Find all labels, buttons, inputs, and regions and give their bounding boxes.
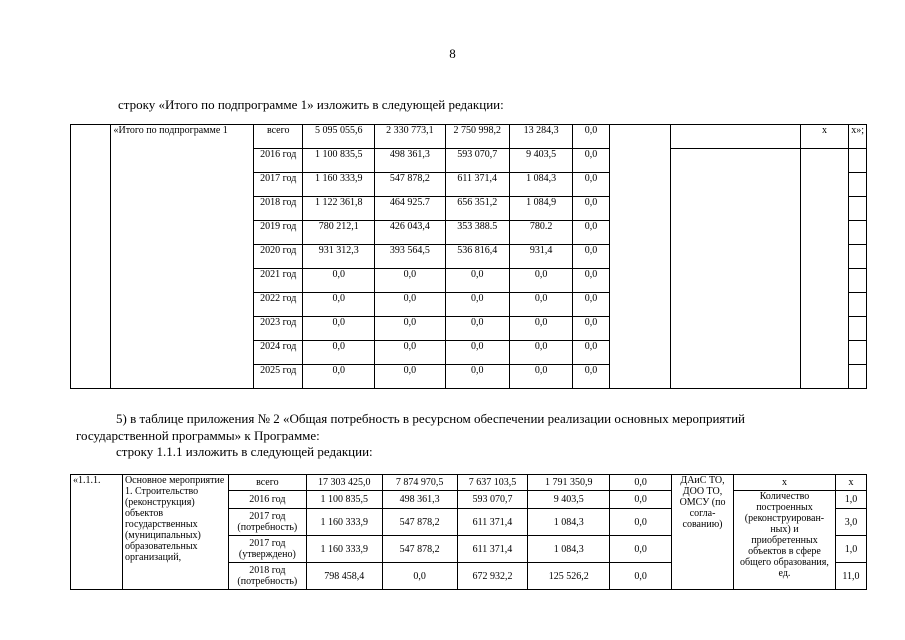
period-cell: 2024 год — [254, 341, 303, 365]
value-cell: 0,0 — [573, 317, 609, 341]
indicator-value: 1,0 — [835, 536, 866, 563]
period-cell: всего — [254, 125, 303, 149]
page-number: 8 — [449, 46, 456, 61]
period-cell: 2017 год (утверждено) — [228, 536, 306, 563]
value-cell: 0,0 — [445, 317, 509, 341]
value-cell: 0,0 — [610, 491, 672, 509]
value-cell: 0,0 — [509, 293, 572, 317]
period-cell: 2017 год (потребность) — [228, 509, 306, 536]
value-cell: 547 878,2 — [375, 173, 445, 197]
indicator-value: 1,0 — [835, 491, 866, 509]
indicator-cell: х — [800, 125, 848, 149]
empty-cell — [71, 125, 111, 389]
indicator-value: 11,0 — [835, 563, 866, 590]
value-cell: 5 095 055,6 — [303, 125, 375, 149]
value-cell: 1 160 333,9 — [306, 536, 382, 563]
value-cell: 0,0 — [610, 563, 672, 590]
value-cell: 536 816,4 — [445, 245, 509, 269]
value-cell: 7 637 103,5 — [457, 475, 528, 491]
value-cell: 0,0 — [573, 293, 609, 317]
value-cell: 2 330 773,1 — [375, 125, 445, 149]
empty-cell — [609, 125, 671, 389]
value-cell: 1 084,3 — [528, 536, 610, 563]
period-cell: 2016 год — [254, 149, 303, 173]
empty-cell — [849, 293, 867, 317]
value-cell: 17 303 425,0 — [306, 475, 382, 491]
value-cell: 7 874 970,5 — [382, 475, 457, 491]
indicator-cell: х — [734, 475, 836, 491]
value-cell: 0,0 — [303, 317, 375, 341]
value-cell: 0,0 — [509, 365, 572, 389]
value-cell: 611 371,4 — [457, 536, 528, 563]
value-cell: 9 403,5 — [528, 491, 610, 509]
value-cell: 780 212,1 — [303, 221, 375, 245]
table-row — [71, 125, 867, 149]
measure-number: «1.1.1. — [71, 475, 123, 590]
value-cell: 0,0 — [375, 269, 445, 293]
value-cell: 593 070,7 — [457, 491, 528, 509]
value-cell: 0,0 — [509, 341, 572, 365]
value-cell: 0,0 — [303, 341, 375, 365]
table-row — [71, 475, 867, 491]
value-cell: 931 312,3 — [303, 245, 375, 269]
value-cell: 0,0 — [573, 173, 609, 197]
indicator-cell: Количество построенных (реконструирован-ных) и приобретенных объектов в сфере общего образования, ед. — [734, 491, 836, 590]
value-cell: 498 361,3 — [375, 149, 445, 173]
empty-cell — [849, 269, 867, 293]
value-cell: 498 361,3 — [382, 491, 457, 509]
value-cell: 0,0 — [573, 269, 609, 293]
value-cell: 0,0 — [573, 365, 609, 389]
period-cell: 2020 год — [254, 245, 303, 269]
value-cell: 1 084,3 — [528, 509, 610, 536]
period-cell: 2021 год — [254, 269, 303, 293]
empty-cell — [849, 245, 867, 269]
value-cell: 1 084,3 — [509, 173, 572, 197]
value-cell: 672 932,2 — [457, 563, 528, 590]
value-cell: 0,0 — [573, 245, 609, 269]
empty-cell — [671, 125, 801, 149]
period-cell: 2019 год — [254, 221, 303, 245]
value-cell: 0,0 — [445, 365, 509, 389]
executor-cell: ДАиС ТО, ДОО ТО, ОМСУ (по согла-сованию) — [672, 475, 734, 590]
value-cell: 798 458,4 — [306, 563, 382, 590]
empty-cell — [849, 317, 867, 341]
value-cell: 611 371,4 — [457, 509, 528, 536]
value-cell: 1 100 835,5 — [303, 149, 375, 173]
value-cell: 611 371,4 — [445, 173, 509, 197]
value-cell: 593 070,7 — [445, 149, 509, 173]
value-cell: 0,0 — [303, 293, 375, 317]
value-cell: 0,0 — [445, 269, 509, 293]
value-cell: 931,4 — [509, 245, 572, 269]
value-cell: 0,0 — [509, 317, 572, 341]
value-cell: 1 084,9 — [509, 197, 572, 221]
value-cell: 547 878,2 — [382, 509, 457, 536]
value-cell: 0,0 — [610, 536, 672, 563]
value-cell: 0,0 — [303, 269, 375, 293]
value-cell: 464 925.7 — [375, 197, 445, 221]
value-cell: х»; — [849, 125, 867, 149]
period-cell: 2017 год — [254, 173, 303, 197]
paragraph-row-1-1-1: строку 1.1.1 изложить в следующей редакции: — [116, 444, 373, 459]
value-cell: 0,0 — [573, 149, 609, 173]
value-cell: 0,0 — [375, 365, 445, 389]
empty-cell — [849, 197, 867, 221]
period-cell: 2023 год — [254, 317, 303, 341]
value-cell: 393 564,5 — [375, 245, 445, 269]
value-cell: 1 791 350,9 — [528, 475, 610, 491]
empty-cell — [849, 365, 867, 389]
value-cell: 0,0 — [610, 475, 672, 491]
value-cell: 1 160 333,9 — [303, 173, 375, 197]
subprogram-label: «Итого по подпрограмме 1 — [111, 125, 254, 389]
period-cell: 2025 год — [254, 365, 303, 389]
value-cell: 547 878,2 — [382, 536, 457, 563]
empty-cell — [849, 341, 867, 365]
value-cell: 1 160 333,9 — [306, 509, 382, 536]
value-cell: 0,0 — [375, 317, 445, 341]
empty-cell — [800, 149, 848, 389]
paragraph-item-5-line2: государственной программы» к Программе: — [76, 428, 320, 443]
value-cell: 426 043,4 — [375, 221, 445, 245]
period-cell: 2018 год — [254, 197, 303, 221]
value-cell: 0,0 — [375, 293, 445, 317]
empty-cell — [671, 149, 801, 389]
value-cell: 125 526,2 — [528, 563, 610, 590]
indicator-value: 3,0 — [835, 509, 866, 536]
value-cell: 353 388.5 — [445, 221, 509, 245]
indicator-value: х — [835, 475, 866, 491]
period-cell: 2016 год — [228, 491, 306, 509]
value-cell: 0,0 — [303, 365, 375, 389]
value-cell: 0,0 — [610, 509, 672, 536]
value-cell: 780.2 — [509, 221, 572, 245]
value-cell: 0,0 — [509, 269, 572, 293]
value-cell: 0,0 — [573, 125, 609, 149]
value-cell: 2 750 998,2 — [445, 125, 509, 149]
period-cell: всего — [228, 475, 306, 491]
value-cell: 0,0 — [375, 341, 445, 365]
value-cell: 9 403,5 — [509, 149, 572, 173]
value-cell: 0,0 — [573, 341, 609, 365]
value-cell: 0,0 — [573, 221, 609, 245]
period-cell: 2022 год — [254, 293, 303, 317]
value-cell: 0,0 — [382, 563, 457, 590]
value-cell: 0,0 — [445, 341, 509, 365]
value-cell: 0,0 — [573, 197, 609, 221]
paragraph-intro: строку «Итого по подпрограмме 1» изложить в следующей редакции: — [118, 97, 504, 112]
value-cell: 0,0 — [445, 293, 509, 317]
value-cell: 1 122 361,8 — [303, 197, 375, 221]
subprogram-total-table — [70, 124, 867, 389]
value-cell: 13 284,3 — [509, 125, 572, 149]
measure-1-1-1-table — [70, 474, 867, 590]
period-cell: 2018 год (потребность) — [228, 563, 306, 590]
paragraph-item-5-line1: 5) в таблице приложения № 2 «Общая потребность в ресурсном обеспечении реализации основных мероприятий — [116, 411, 746, 426]
empty-cell — [849, 173, 867, 197]
empty-cell — [849, 149, 867, 173]
value-cell: 656 351,2 — [445, 197, 509, 221]
value-cell: 1 100 835,5 — [306, 491, 382, 509]
measure-name: Основное мероприятие 1. Строительство (реконструкция) объектов государственных (муниципальных) образовательных организаций, — [122, 475, 228, 590]
empty-cell — [849, 221, 867, 245]
